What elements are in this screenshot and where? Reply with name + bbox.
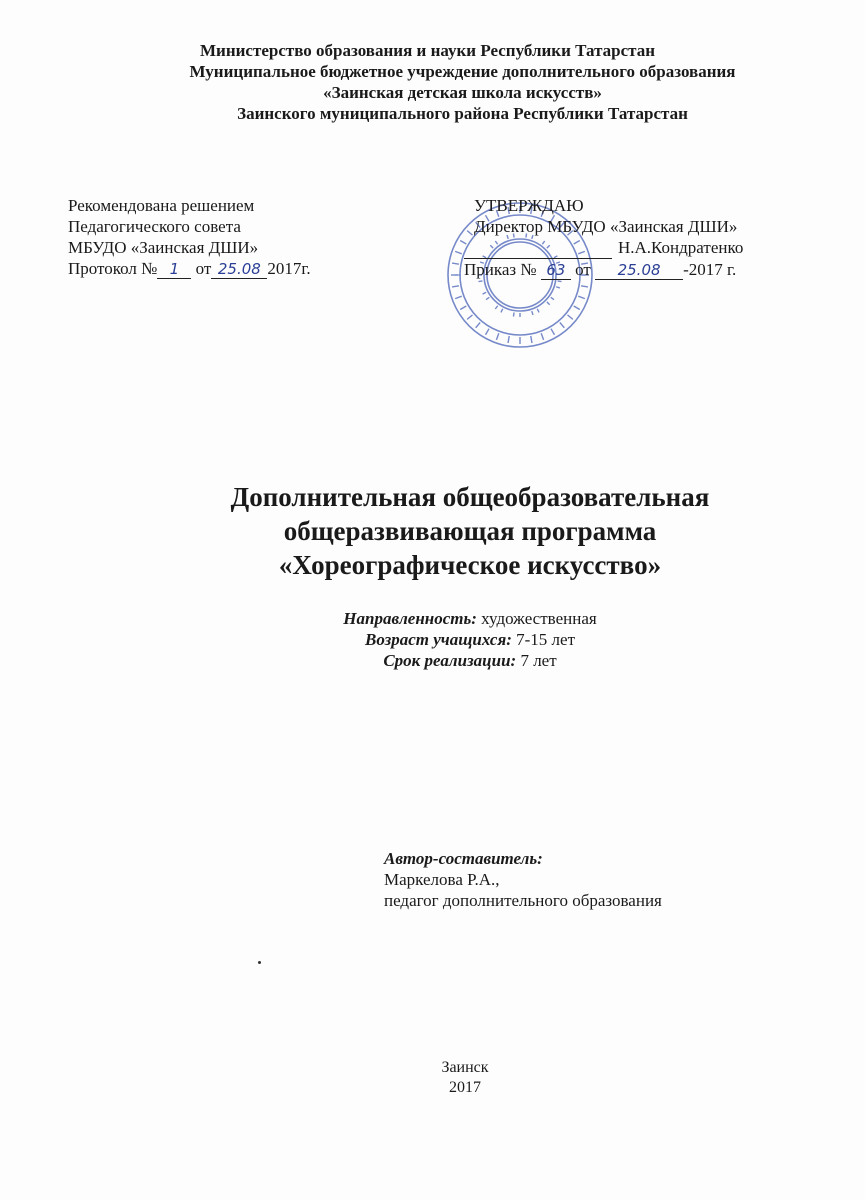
approve-line: УТВЕРЖДАЮ (474, 196, 584, 215)
title-line-3: «Хореографическое искусство» (278, 550, 662, 580)
author-name: Маркелова Р.А., (384, 870, 500, 889)
footer (0, 1058, 865, 1098)
order-from: от (575, 260, 591, 279)
age-row (220, 629, 720, 650)
direction-label: Направленность: (343, 609, 477, 628)
signature-underline (464, 237, 612, 259)
scan-speck (258, 961, 261, 964)
director-name: Н.А.Кондратенко (618, 238, 744, 257)
protocol-line (68, 258, 408, 279)
school-line: МБУДО «Заинская ДШИ» (68, 238, 259, 257)
order-date-handwritten: 25.08 (595, 261, 683, 280)
institution-line: Муниципальное бюджетное учреждение дополнительного образования (189, 62, 736, 81)
protocol-year: 2017г. (267, 259, 311, 278)
council-line: Педагогического совета (68, 217, 241, 236)
program-info (220, 608, 720, 671)
district-line: Заинского муниципального района Республики Татарстан (237, 104, 688, 123)
protocol-prefix: Протокол № (68, 259, 158, 278)
director-position-line: Директор МБУДО «Заинская ДШИ» (474, 217, 738, 236)
school-name-line: «Заинская детская школа искусств» (323, 83, 602, 102)
term-value: 7 лет (516, 651, 557, 670)
approval-block (464, 195, 844, 280)
direction-row (220, 608, 720, 629)
footer-year: 2017 (449, 1079, 481, 1096)
protocol-date-handwritten: 25.08 (211, 260, 267, 279)
recommended-line: Рекомендована решением (68, 196, 255, 215)
term-label: Срок реализации: (383, 651, 517, 670)
program-title (150, 480, 790, 582)
direction-value: художественная (476, 609, 597, 628)
title-line-1: Дополнительная общеобразовательная (230, 482, 710, 512)
footer-city: Заинск (441, 1059, 489, 1076)
author-block (384, 848, 804, 911)
ministry-line: Министерство образования и науки Республики Татарстан (200, 41, 655, 60)
author-position: педагог дополнительного образования (384, 891, 662, 910)
author-label: Автор-составитель: (384, 849, 543, 868)
order-year: -2017 г. (683, 260, 737, 279)
age-label: Возраст учащихся: (364, 630, 512, 649)
protocol-number-handwritten: 1 (157, 260, 191, 279)
title-line-2: общеразвивающая программа (283, 516, 657, 546)
organization-header (0, 40, 865, 124)
order-prefix: Приказ № (464, 260, 537, 279)
age-value: 7-15 лет (511, 630, 575, 649)
director-signature-line (464, 237, 844, 259)
term-row (220, 650, 720, 671)
order-line (464, 259, 844, 280)
recommendation-block (68, 195, 408, 279)
order-number-handwritten: 63 (541, 261, 571, 280)
protocol-from: от (195, 259, 212, 278)
